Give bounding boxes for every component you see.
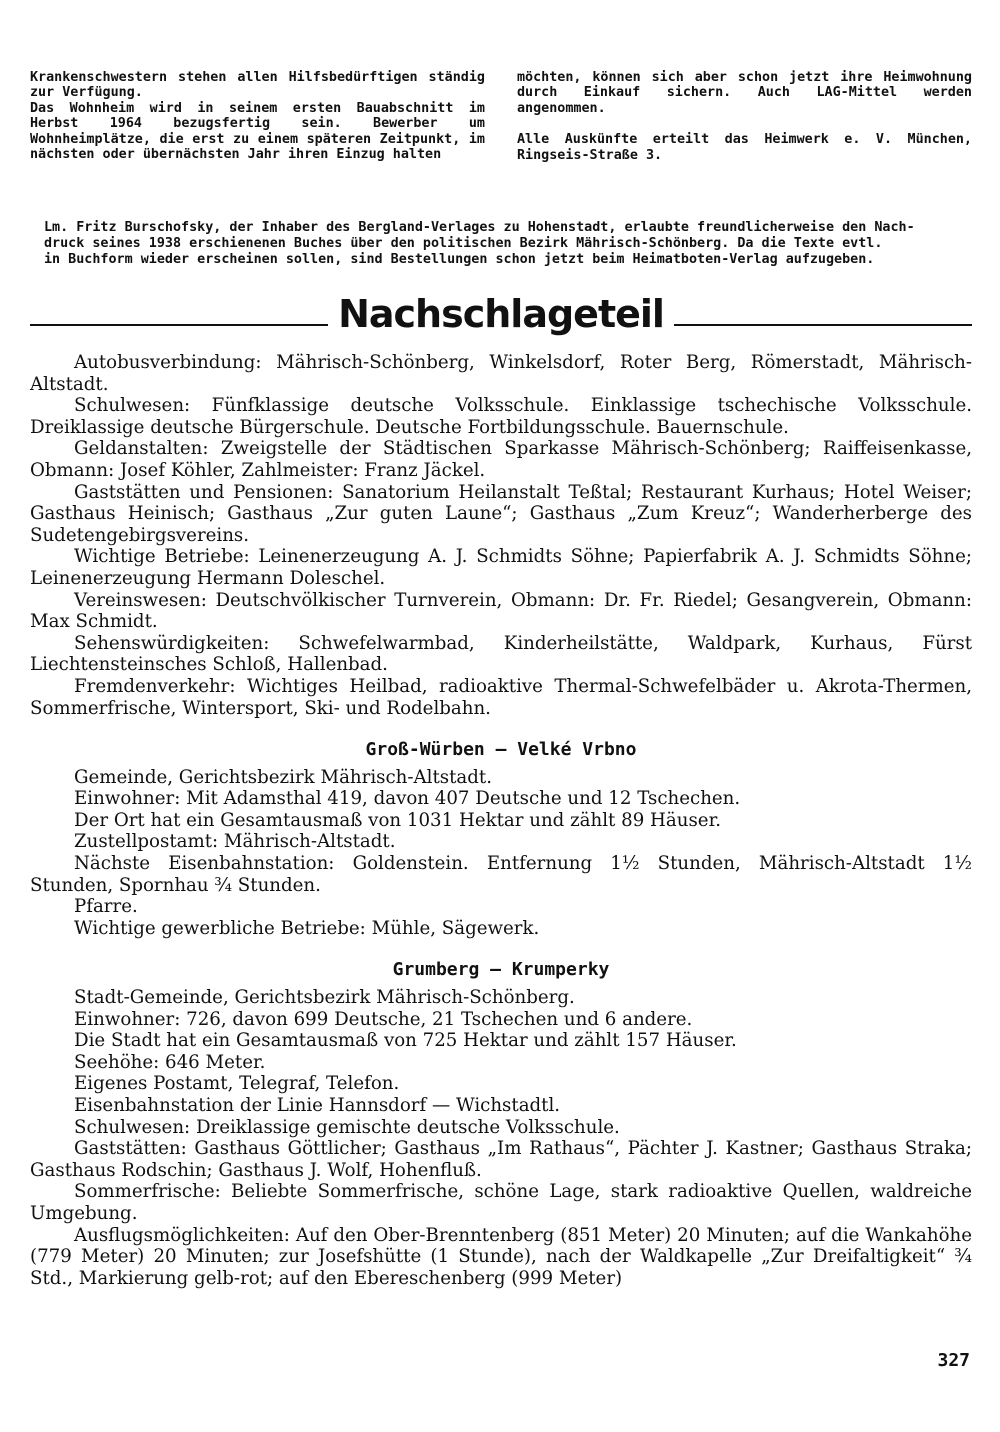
publisher-notice [44,220,962,268]
notice-line-2: druck seines 1938 erschienenen Buches über den politischen Bezirk Mährisch-Schönberg. Da die Texte evtl. [44,236,883,251]
entry-vereinswesen: Vereinswesen: Deutschvölkischer Turnverein, Obmann: Dr. Fr. Riedel; Gesangverein, Obmann: Max Schmidt. [30,589,972,633]
entry-fremdenverkehr: Fremdenverkehr: Wichtiges Heilbad, radioaktive Thermal-Schwefelbäder u. Akrota-Thermen, Sommerfrische, Wintersport, Ski- und Rodelbahn. [30,675,972,719]
gr-line: Die Stadt hat ein Gesamtausmaß von 725 Hektar und zählt 157 Häuser. [74,1030,737,1052]
gw-line: Wichtige gewerbliche Betriebe: Mühle, Sägewerk. [74,917,540,939]
gr-line: Eisenbahnstation der Linie Hannsdorf — Wichstadtl. [74,1095,561,1116]
gw-line: Pfarre. [74,896,138,918]
town-heading-grumberg: Grumberg — Krumperky [392,959,610,981]
section-heading [30,286,972,342]
top-columns [30,70,972,173]
section-title: Nachschlageteil [338,292,664,336]
notice-line-1: Lm. Fritz Burschofsky, der Inhaber des Bergland-Verlages zu Hohenstadt, erlaubte freundlicherweise den Nach- [44,220,915,235]
gw-line: Der Ort hat ein Gesamtausmaß von 1031 Hektar und zählt 89 Häuser. [74,809,722,831]
heading-rule-right [674,324,972,326]
entry-sehenswuerdigkeiten: Sehenswürdigkeiten: Schwefelwarmbad, Kinderheilstätte, Waldpark, Kurhaus, Fürst Liechtensteinsches Schloß, Hallenbad. [30,632,972,676]
gr-line: Stadt-Gemeinde, Gerichtsbezirk Mährisch-Schönberg. [74,987,575,1009]
gw-line: Einwohner: Mit Adamsthal 419, davon 407 Deutsche und 12 Tschechen. [74,788,741,810]
entry-geldanstalten: Geldanstalten: Zweigstelle der Städtischen Sparkasse Mährisch-Schönberg; Raiffeisenkasse, Obmann: Josef Köhler, Zahlmeister: Franz Jäckel. [30,438,972,481]
top-left-paragraph-1: Krankenschwestern stehen allen Hilfsbedürftigen ständig zur Verfügung. [30,70,485,101]
top-right-paragraph-2: Alle Auskünfte erteilt das Heimwerk e. V. München, Ringseis-Straße 3. [517,132,972,163]
gr-line: Eigenes Postamt, Telegraf, Telefon. [74,1073,400,1095]
top-right-paragraph-1: möchten, können sich aber schon jetzt ihre Heimwohnung durch Einkauf sichern. Auch LAG-Mittel werden angenommen. [517,70,972,116]
reference-body [30,352,972,1289]
gr-wrapped-line: Sommerfrische: Beliebte Sommerfrische, schöne Lage, stark radioaktive Quellen, waldreiche Umgebung. [30,1181,972,1224]
page-number: 327 [937,1350,970,1371]
top-left-column [30,70,485,173]
entry-betriebe: Wichtige Betriebe: Leinenerzeugung A. J. Schmidts Söhne; Papierfabrik A. J. Schmidts Söhne; Leinenerzeugung Hermann Doleschel. [30,546,972,589]
entry-gaststaetten: Gaststätten und Pensionen: Sanatorium Heilanstalt Teßtal; Restaurant Kurhaus; Hotel Weiser; Gasthaus Heinisch; Gasthaus „Zur guten Laune“; Gasthaus „Zum Kreuz“; Wanderherberge des Sudetengebirgsvereins. [30,481,972,546]
gw-rail-line: Nächste Eisenbahnstation: Goldenstein. Entfernung 1½ Stunden, Mährisch-Altstadt 1½ Stunden, Spornhau ¾ Stunden. [30,853,972,896]
gr-wrapped-line: Gaststätten: Gasthaus Göttlicher; Gasthaus „Im Rathaus“, Pächter J. Kastner; Gasthaus Straka; Gasthaus Rodschin; Gasthaus J. Wolf, Hohenfluß. [30,1138,972,1181]
gw-line: Gemeinde, Gerichtsbezirk Mährisch-Altstadt. [74,766,492,788]
gr-line: Einwohner: 726, davon 699 Deutsche, 21 Tschechen und 6 andere. [74,1008,693,1030]
gw-line: Zustellpostamt: Mährisch-Altstadt. [74,831,396,853]
top-right-column [517,70,972,173]
town-heading-gross-wuerben: Groß-Würben — Velké Vrbno [365,739,637,761]
entry-schulwesen: Schulwesen: Fünfklassige deutsche Volksschule. Einklassige tschechische Volksschule. Dreiklassige deutsche Bürgerschule. Deutsche Fortbildungsschule. Bauernschule. [30,395,972,438]
gr-line: Schulwesen: Dreiklassige gemischte deutsche Volksschule. [74,1116,620,1138]
heading-rule-left [30,324,328,326]
gr-wrapped-line: Ausflugsmöglichkeiten: Auf den Ober-Brenntenberg (851 Meter) 20 Minuten; auf die Wankahöhe (779 Meter) 20 Minuten; zur Josefshütte (1 Stunde), nach der Waldkapelle „Zur Dreifaltigkeit“ ¾ Std., Markierung gelb-rot; auf den Ebereschenberg (999 Meter) [30,1224,972,1289]
top-left-paragraph-2: Das Wohnheim wird in seinem ersten Bauabschnitt im Herbst 1964 bezugsfertig sein. Bewerber um Wohnheimplätze, die erst zu einem späteren Zeitpunkt, im nächsten oder übernächsten Jahr ihren Einzug halten [30,100,485,163]
entry-autobus: Autobusverbindung: Mährisch-Schönberg, Winkelsdorf, Roter Berg, Römerstadt, Mährisch-Altstadt. [30,352,972,395]
notice-line-3: in Buchform wieder erscheinen sollen, sind Bestellungen schon jetzt beim Heimatboten-Verlag aufzugeben. [44,252,875,267]
gr-line: Seehöhe: 646 Meter. [74,1051,266,1073]
